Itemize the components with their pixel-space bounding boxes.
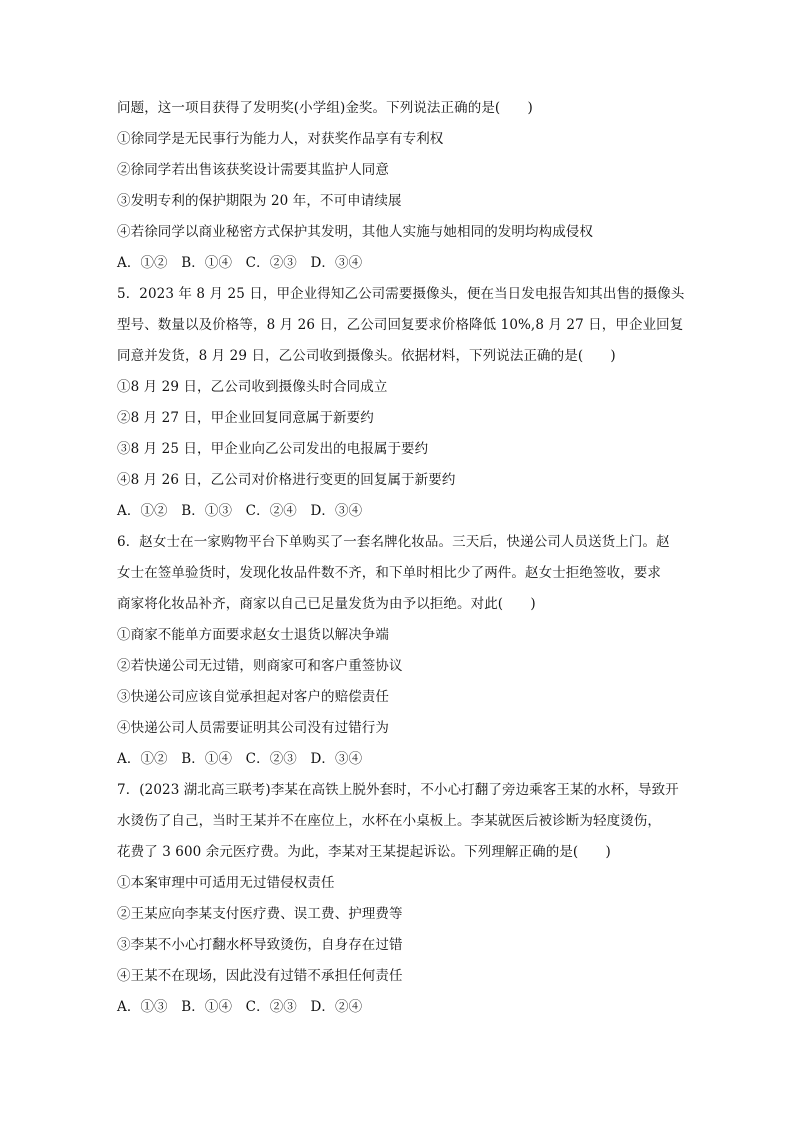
q6-option-3: ③快递公司应该自觉承担起对客户的赔偿责任 [117,689,389,705]
q6-stem-line-2: 女士在签单验货时，发现化妆品件数不齐，和下单时相比少了两件。赵女士拒绝签收，要求 [117,565,661,581]
q7-stem-line-3: 花费了 3 600 余元医疗费。为此，李某对王某提起诉讼。下列理解正确的是( ) [117,844,611,860]
q6-stem-line-1: 6．赵女士在一家购物平台下单购买了一套名牌化妆品。三天后，快递公司人员送货上门。赵 [117,534,670,550]
q7-option-3: ③李某不小心打翻水杯导致烫伤，自身存在过错 [117,937,403,953]
q4-option-4: ④若徐同学以商业秘密方式保护其发明，其他人实施与她相同的发明均构成侵权 [117,224,593,240]
q7-stem-line-1: 7．(2023 湖北高三联考)李某在高铁上脱外套时，不小心打翻了旁边乘客王某的水杯，导致开 [117,782,679,798]
q7-answer-choices: A．①③ B．①④ C．②③ D．②④ [117,999,363,1015]
q5-option-4: ④8 月 26 日，乙公司对价格进行变更的回复属于新要约 [117,472,456,488]
q4-stem-continued: 问题，这一项目获得了发明奖(小学组)金奖。下列说法正确的是( ) [117,100,533,116]
q6-option-2: ②若快递公司无过错，则商家可和客户重签协议 [117,658,403,674]
q5-stem-line-2: 型号、数量以及价格等，8 月 26 日，乙公司回复要求价格降低 10%,8 月 27 日，甲企业回复 [117,317,684,333]
q5-answer-choices: A．①② B．①③ C．②④ D．③④ [117,503,363,519]
q5-stem-line-3: 同意并发货，8 月 29 日，乙公司收到摄像头。依据材料，下列说法正确的是( ) [117,348,616,364]
q4-option-3: ③发明专利的保护期限为 20 年，不可申请续展 [117,193,402,209]
q7-option-1: ①本案审理中可适用无过错侵权责任 [117,875,335,891]
q5-option-3: ③8 月 25 日，甲企业向乙公司发出的电报属于要约 [117,441,429,457]
q5-option-1: ①8 月 29 日，乙公司收到摄像头时合同成立 [117,379,388,395]
q7-option-2: ②王某应向李某支付医疗费、误工费、护理费等 [117,906,403,922]
q6-answer-choices: A．①② B．①④ C．②③ D．③④ [117,751,363,767]
q4-option-1: ①徐同学是无民事行为能力人，对获奖作品享有专利权 [117,131,444,147]
q6-stem-line-3: 商家将化妆品补齐，商家以自己已足量发货为由予以拒绝。对此( ) [117,596,536,612]
q6-option-1: ①商家不能单方面要求赵女士退货以解决争端 [117,627,389,643]
q4-option-2: ②徐同学若出售该获奖设计需要其监护人同意 [117,162,389,178]
q7-option-4: ④王某不在现场，因此没有过错不承担任何责任 [117,968,403,984]
q6-option-4: ④快递公司人员需要证明其公司没有过错行为 [117,720,389,736]
q5-option-2: ②8 月 27 日，甲企业回复同意属于新要约 [117,410,374,426]
q7-stem-line-2: 水烫伤了自己，当时王某并不在座位上，水杯在小桌板上。李某就医后被诊断为轻度烫伤， [117,813,661,829]
q4-answer-choices: A．①② B．①④ C．②③ D．③④ [117,255,363,271]
q5-stem-line-1: 5．2023 年 8 月 25 日，甲企业得知乙公司需要摄像头，便在当日发电报告知其出售的摄像头 [117,286,685,302]
